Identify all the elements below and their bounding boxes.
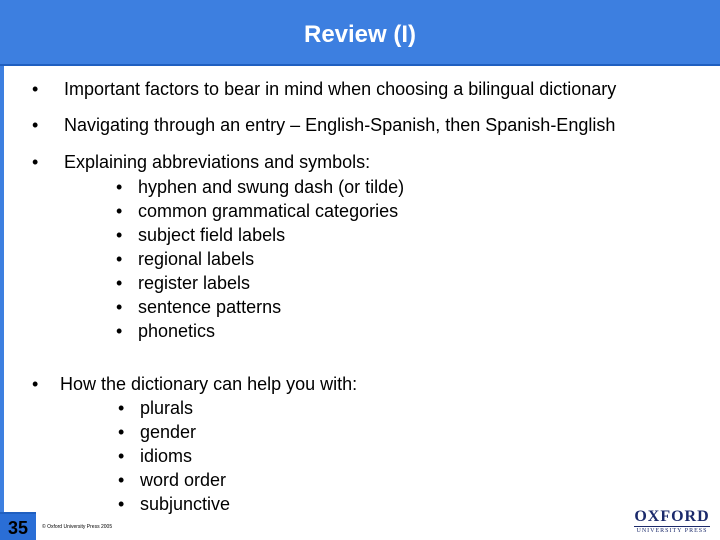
sub-bullet-icon: • [118, 470, 125, 490]
sub-bullet-icon: • [116, 225, 123, 245]
sub-bullet-item: sentence patterns [138, 297, 282, 317]
logo-main-text: OXFORD [634, 508, 710, 525]
sub-bullet-icon: • [116, 273, 123, 293]
sub-bullet-icon: • [116, 177, 123, 197]
bullet-icon: • [32, 115, 39, 135]
sub-bullet-item: idioms [140, 446, 193, 466]
bullet-icon: • [32, 374, 39, 394]
sub-bullet-icon: • [118, 422, 125, 442]
sub-bullet-item: word order [140, 470, 227, 490]
sub-bullet-item: plurals [140, 398, 194, 418]
sub-bullet-item: regional labels [138, 249, 255, 269]
sub-bullet-item: hyphen and swung dash (or tilde) [138, 177, 405, 197]
sub-bullet-item: common grammatical categories [138, 201, 399, 221]
slide-title: Review (I) [303, 21, 417, 48]
copyright-notice: © Oxford University Press 2005 [42, 524, 113, 530]
sub-bullet-icon: • [118, 398, 125, 418]
oxford-logo [634, 508, 710, 536]
sub-bullet-item: phonetics [138, 321, 216, 341]
sub-bullet-icon: • [118, 446, 125, 466]
sub-bullet-item: subject field labels [138, 225, 286, 245]
sub-bullet-item: register labels [138, 273, 251, 293]
bullet-icon: • [32, 152, 39, 172]
sub-bullet-icon: • [116, 297, 123, 317]
bullet-item: Explaining abbreviations and symbols: [64, 152, 371, 172]
page-number: 35 [0, 512, 36, 540]
bullet-item: How the dictionary can help you with: [60, 374, 358, 394]
bullet-item: Navigating through an entry – English-Spanish, then Spanish-English [64, 115, 616, 135]
sub-bullet-icon: • [118, 494, 125, 514]
sub-bullet-icon: • [116, 249, 123, 269]
sub-bullet-icon: • [116, 201, 123, 221]
logo-sub-text: UNIVERSITY PRESS [636, 528, 708, 534]
sub-bullet-item: gender [140, 422, 197, 442]
bullet-icon: • [32, 79, 39, 99]
sub-bullet-icon: • [116, 321, 123, 341]
bullet-item: Important factors to bear in mind when choosing a bilingual dictionary [64, 79, 617, 99]
sub-bullet-item: subjunctive [140, 494, 231, 514]
